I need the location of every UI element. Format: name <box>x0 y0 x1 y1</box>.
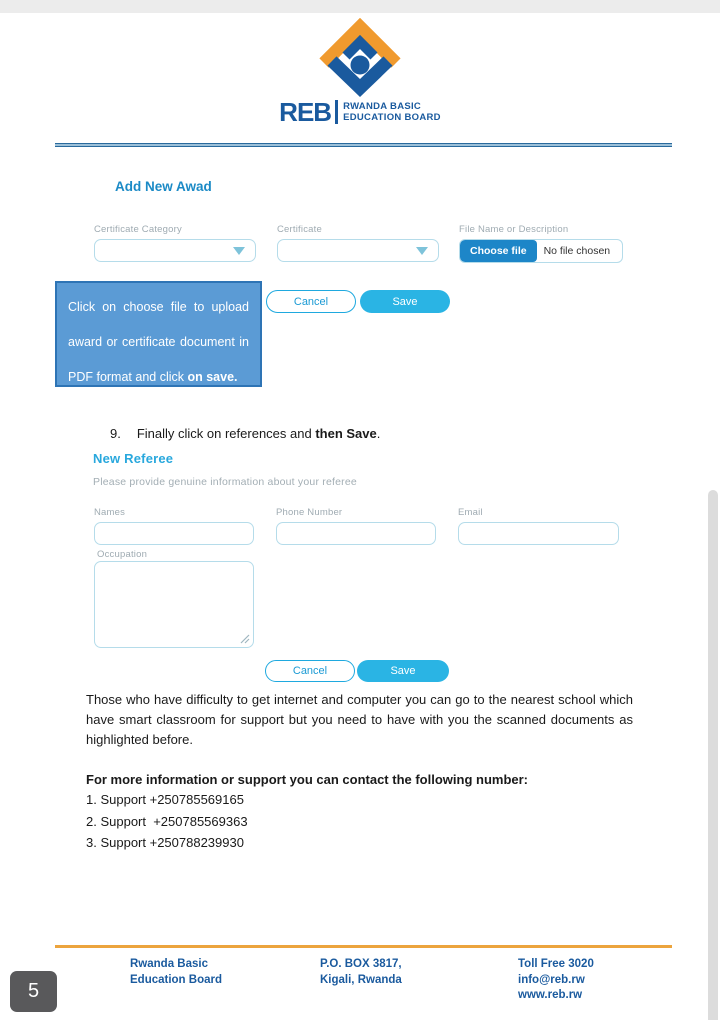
callout-text: Click on choose file to upload award or certificate document in PDF format and click <box>68 300 249 384</box>
award-section-title: Add New Awad <box>115 179 212 194</box>
phone-number-field <box>276 507 436 545</box>
file-name-field <box>459 224 623 263</box>
step-9-item <box>110 426 380 441</box>
reb-emblem-icon <box>318 18 402 98</box>
reb-logo <box>0 18 720 127</box>
choose-file-button[interactable]: Choose file <box>460 240 537 262</box>
award-save-button[interactable]: Save <box>360 290 450 313</box>
vertical-scrollbar[interactable] <box>708 490 718 1020</box>
certificate-field <box>277 224 439 262</box>
logo-org-line1: RWANDA BASIC <box>343 101 422 112</box>
referee-save-button[interactable]: Save <box>357 660 449 682</box>
footer-address: P.O. BOX 3817, Kigali, Rwanda <box>320 958 402 986</box>
occupation-label: Occupation <box>97 549 148 560</box>
referee-section-title: New Referee <box>93 451 174 466</box>
top-strip <box>0 0 720 13</box>
certificate-category-field <box>94 224 256 262</box>
certificate-select[interactable] <box>277 239 439 262</box>
names-input[interactable] <box>94 522 254 545</box>
certificate-label: Certificate <box>277 224 322 235</box>
support-list <box>86 792 248 857</box>
file-upload-field <box>459 239 623 263</box>
step-9-text: Finally click on references and then Save. <box>136 426 381 441</box>
names-label: Names <box>94 507 126 518</box>
step-9-number: 9. <box>110 426 121 441</box>
certificate-category-label: Certificate Category <box>94 224 182 235</box>
support-heading: For more information or support you can contact the following number: <box>86 772 529 787</box>
logo-divider <box>335 100 338 124</box>
award-cancel-button[interactable]: Cancel <box>266 290 356 313</box>
info-paragraph: Those who have difficulty to get internet and computer you can go to the nearest school which have smart classroom for support but you need to have with you the scanned documents as highlighted before. <box>86 692 633 747</box>
logo-org-line2: EDUCATION BOARD <box>343 112 441 123</box>
logo-abbr: REB <box>279 97 332 127</box>
phone-number-input[interactable] <box>276 522 436 545</box>
instruction-callout <box>55 281 262 387</box>
file-chosen-status: No file chosen <box>543 245 611 257</box>
header-rule <box>55 143 672 147</box>
email-field <box>458 507 619 545</box>
support-line-3: 3. Support +250788239930 <box>86 835 244 850</box>
support-line-2: 2. Support +250785569363 <box>86 813 248 829</box>
occupation-field <box>94 561 254 648</box>
support-line-1: 1. Support +250785569165 <box>86 792 244 807</box>
reb-wordmark <box>279 97 441 127</box>
names-field <box>94 507 254 545</box>
file-name-label: File Name or Description <box>459 224 569 235</box>
email-label: Email <box>458 507 483 518</box>
logo-org-name <box>343 101 441 123</box>
occupation-textarea[interactable] <box>94 561 254 648</box>
chevron-down-icon <box>233 247 245 255</box>
footer-org: Rwanda Basic Education Board <box>130 958 223 986</box>
footer-contact: Toll Free 3020 info@reb.rw www.reb.rw <box>518 958 594 1001</box>
page-number-badge: 5 <box>10 971 57 1012</box>
phone-number-label: Phone Number <box>276 507 343 518</box>
referee-subtitle: Please provide genuine information about your referee <box>93 476 357 488</box>
footer-rule <box>55 945 672 948</box>
certificate-category-select[interactable] <box>94 239 256 262</box>
chevron-down-icon <box>416 247 428 255</box>
email-input[interactable] <box>458 522 619 545</box>
referee-cancel-button[interactable]: Cancel <box>265 660 355 682</box>
callout-text-bold: on save. <box>187 370 238 384</box>
